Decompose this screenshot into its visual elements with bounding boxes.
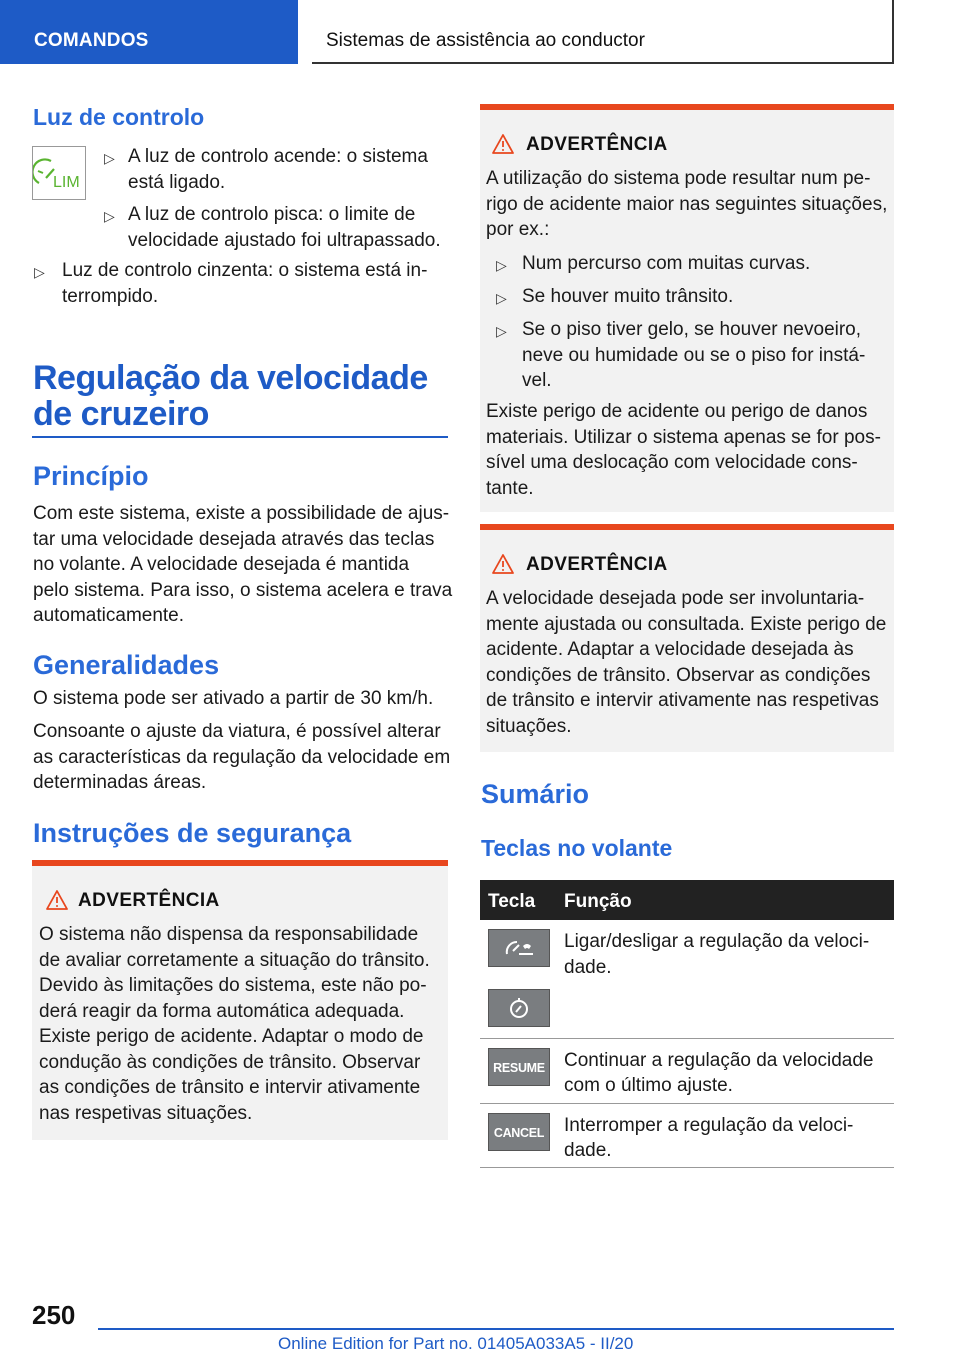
header-chapter: Sistemas de assistência ao conductor <box>326 30 645 51</box>
warning-bullet-1: Num percurso com muitas curvas. <box>522 253 811 274</box>
warning-bullet-2: Se houver muito trânsito. <box>522 286 734 307</box>
warning-title: ADVERTÊNCIA <box>526 554 668 575</box>
table-row-divider <box>480 1103 894 1104</box>
cruise-control-icon <box>489 930 549 966</box>
bullet-icon: ▷ <box>104 150 115 166</box>
warning-triangle-icon <box>492 554 514 574</box>
warning-box-safety <box>32 860 448 1140</box>
section-rule <box>32 436 448 438</box>
regulacao-title-1: Regulação da velocidade <box>33 359 428 397</box>
header-chapter-box <box>312 0 894 64</box>
generalidades-title: Generalidades <box>33 650 220 680</box>
warning-box-risk <box>480 104 894 512</box>
luz-item-2a: A luz de controlo pisca: o limite de <box>128 204 416 225</box>
table-row-divider <box>480 1167 894 1168</box>
warning-text: O sistema não dispensa da responsabilidade de avaliar corretamente a situação do trânsito. Devido às limitações do sistema, este não po- derá reagir da forma automática adequada. Existe perigo de acidente. Adaptar o modo de condução às condições de trânsito. Observar as condições de trânsito e intervir ativamente nas respetivas situações. <box>39 924 430 1124</box>
svg-text:LIM: LIM <box>53 174 80 191</box>
warning-box-speed <box>480 524 894 752</box>
principio-text: Com este sistema, existe a possibilidade de ajus- tar uma velocidade desejada através das teclas no volante. A velocidade desejada é mantida pelo sistema. Para isso, o sistema acelera e trava automaticamente. <box>33 503 453 626</box>
function-2b: com o último ajuste. <box>564 1075 733 1096</box>
speedometer-icon <box>489 990 549 1026</box>
teclas-subtitle: Teclas no volante <box>481 835 673 861</box>
luz-title: Luz de controlo <box>33 104 205 130</box>
function-3a: Interromper a regulação da veloci- <box>564 1115 854 1136</box>
luz-item-3b: terrompido. <box>62 286 159 307</box>
col-funcao: Função <box>564 891 632 912</box>
luz-item-2b: velocidade ajustado foi ultrapassado. <box>128 230 441 251</box>
page-number: 250 <box>32 1300 76 1330</box>
function-1a: Ligar/desligar a regulação da veloci- <box>564 931 870 952</box>
bullet-icon: ▷ <box>496 290 507 306</box>
luz-item-1b: está ligado. <box>128 172 226 193</box>
warning-bullet-3a: Se o piso tiver gelo, se houver nevoeiro, <box>522 319 862 340</box>
table-row-divider <box>480 1038 894 1039</box>
principio-title: Princípio <box>33 461 149 491</box>
warning-bullet-3b: neve ou humidade ou se o piso for instá- <box>522 345 866 366</box>
sumario-title: Sumário <box>481 779 590 809</box>
function-3b: dade. <box>564 1140 612 1161</box>
resume-key: RESUME <box>488 1048 550 1086</box>
generalidades-p1: O sistema pode ser ativado a partir de 30 km/h. <box>33 688 434 709</box>
luz-item-3a: Luz de controlo cinzenta: o sistema está in- <box>62 260 428 281</box>
table-header <box>480 880 894 920</box>
warning-triangle-icon <box>46 890 68 910</box>
generalidades-p2: Consoante o ajuste da viatura, é possível alterar as características da regulação da velocidade em determinadas áreas. <box>33 721 451 793</box>
regulacao-title-2: de cruzeiro <box>33 395 209 433</box>
bullet-icon: ▷ <box>34 264 45 280</box>
warning-outro: Existe perigo de acidente ou perigo de danos materiais. Utilizar o sistema apenas se for pos- sível uma deslocação com velocidade cons- tante. <box>486 401 881 499</box>
footer-rule <box>98 1328 894 1330</box>
speed-control-key <box>488 989 550 1027</box>
footer-edition: Online Edition for Part no. 01405A033A5 - II/20 <box>278 1334 634 1353</box>
bullet-icon: ▷ <box>104 208 115 224</box>
warning-text: A velocidade desejada pode ser involuntaria- mente ajustada ou consultada. Existe perigo de acidente. Adaptar a velocidade desejada às condições de trânsito. Observar as condições de trânsito e intervir ativamente nas respetivas situações. <box>486 588 887 737</box>
bullet-icon: ▷ <box>496 257 507 273</box>
function-2a: Continuar a regulação da velocidade <box>564 1050 874 1071</box>
warning-triangle-icon <box>492 134 514 154</box>
warning-intro: A utilização do sistema pode resultar num pe- rigo de acidente maior nas seguintes situações, por ex.: <box>486 168 888 240</box>
warning-title: ADVERTÊNCIA <box>526 134 668 155</box>
seguranca-title: Instruções de segurança <box>33 818 352 848</box>
function-1b: dade. <box>564 957 612 978</box>
speed-control-on-off-key <box>488 929 550 967</box>
luz-item-1a: A luz de controlo acende: o sistema <box>128 146 428 167</box>
header-section-tab <box>0 0 298 64</box>
cancel-key: CANCEL <box>488 1113 550 1151</box>
header-section: COMANDOS <box>34 30 149 51</box>
col-tecla: Tecla <box>488 891 536 912</box>
bullet-icon: ▷ <box>496 323 507 339</box>
lim-indicator-icon <box>32 146 86 200</box>
warning-title: ADVERTÊNCIA <box>78 890 220 911</box>
warning-bullet-3c: vel. <box>522 370 552 391</box>
